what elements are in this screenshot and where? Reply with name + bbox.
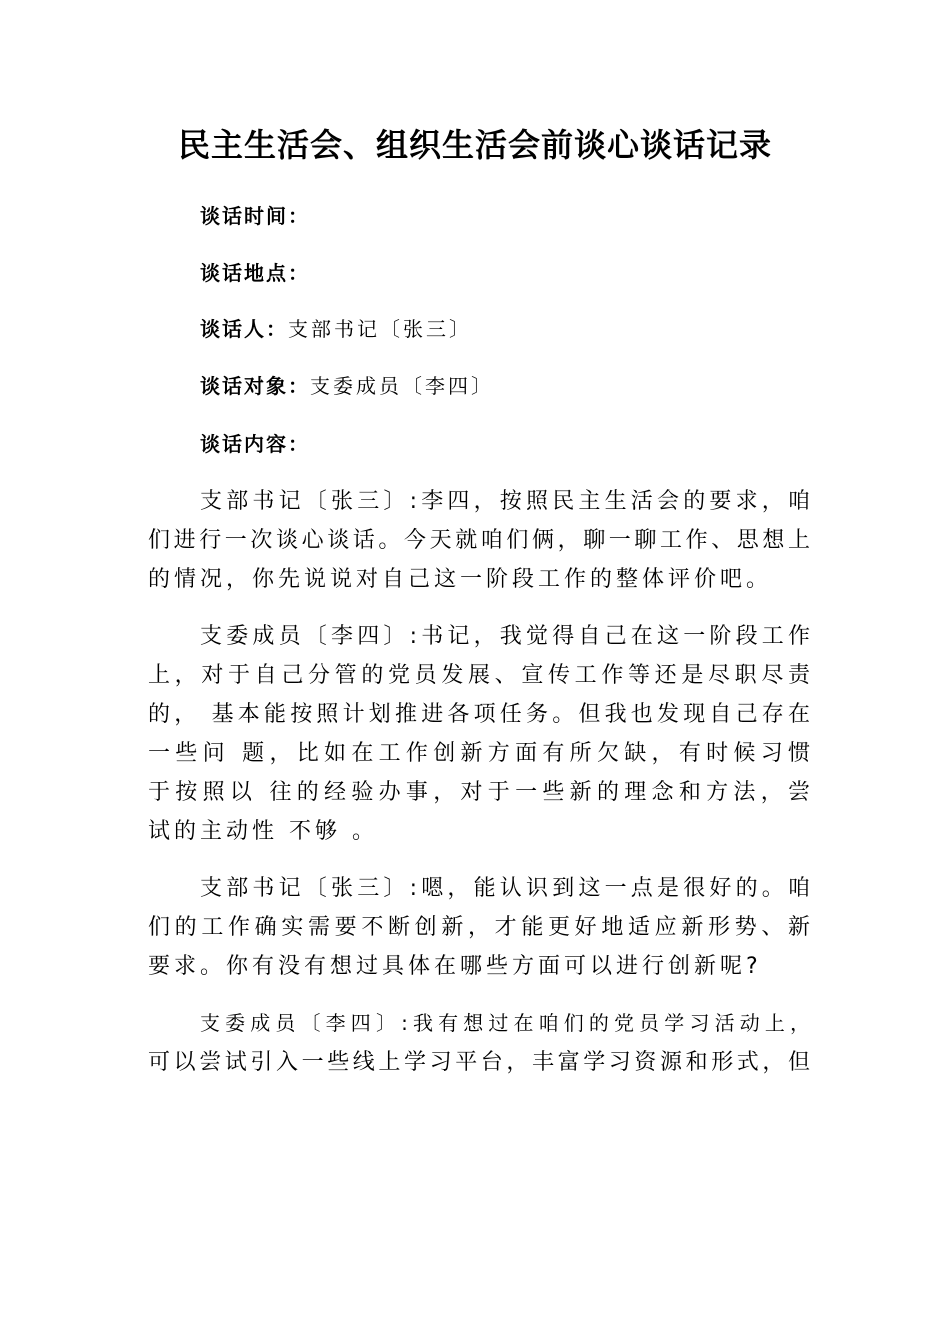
text-line: 支部书记〔张三〕:李四，按照民主生活会的要求，咱 <box>200 489 810 514</box>
content-label: 谈话内容： <box>200 432 310 456</box>
text-line: 的， 基本能按照计划推进各项任务。但我也发现自己存在 <box>148 702 810 727</box>
meta-target <box>200 370 494 399</box>
target-label: 谈话对象： <box>200 374 310 398</box>
text-line: 们进行一次谈心谈话。今天就咱们俩，聊一聊工作、思想上 <box>148 528 810 553</box>
speaker-value: 支部书记〔张三〕 <box>288 317 472 341</box>
paragraph-1 <box>148 482 810 599</box>
text-line: 们的工作确实需要不断创新，才能更好地适应新形势、新 <box>148 915 810 940</box>
paragraph-3 <box>148 869 810 986</box>
meta-time <box>200 200 310 229</box>
time-label: 谈话时间： <box>200 204 310 228</box>
meta-speaker <box>200 313 472 342</box>
text-line: 于按照以 往的经验办事，对于一些新的理念和方法，尝 <box>148 780 810 805</box>
paragraph-4 <box>148 1004 810 1082</box>
paragraph-2 <box>148 617 810 851</box>
text-line: 要求。你有没有想过具体在哪些方面可以进行创新呢? <box>148 954 762 979</box>
speaker-label: 谈话人： <box>200 317 288 341</box>
text-line: 可以尝试引入一些线上学习平台，丰富学习资源和形式，但 <box>148 1050 810 1075</box>
meta-content <box>200 428 310 457</box>
document-title: 民主生活会、组织生活会前谈心谈话记录 <box>177 126 772 164</box>
text-line: 一些问 题，比如在工作创新方面有所欠缺，有时候习惯 <box>148 741 810 766</box>
text-line: 支部书记〔张三〕:嗯，能认识到这一点是很好的。咱 <box>200 876 810 901</box>
text-line: 的情况，你先说说对自己这一阶段工作的整体评价吧。 <box>148 567 773 592</box>
text-line: 支委成员〔李四〕:我有想过在咱们的党员学习活动上， <box>200 1011 810 1035</box>
text-line: 试的主动性 不够 。 <box>148 819 378 844</box>
meta-place <box>200 257 310 286</box>
target-value: 支委成员〔李四〕 <box>310 374 494 398</box>
text-line: 上，对于自己分管的党员发展、宣传工作等还是尽职尽责 <box>148 663 810 688</box>
text-line: 支委成员〔李四〕:书记，我觉得自己在这一阶段工作 <box>200 624 810 649</box>
place-label: 谈话地点： <box>200 261 310 285</box>
